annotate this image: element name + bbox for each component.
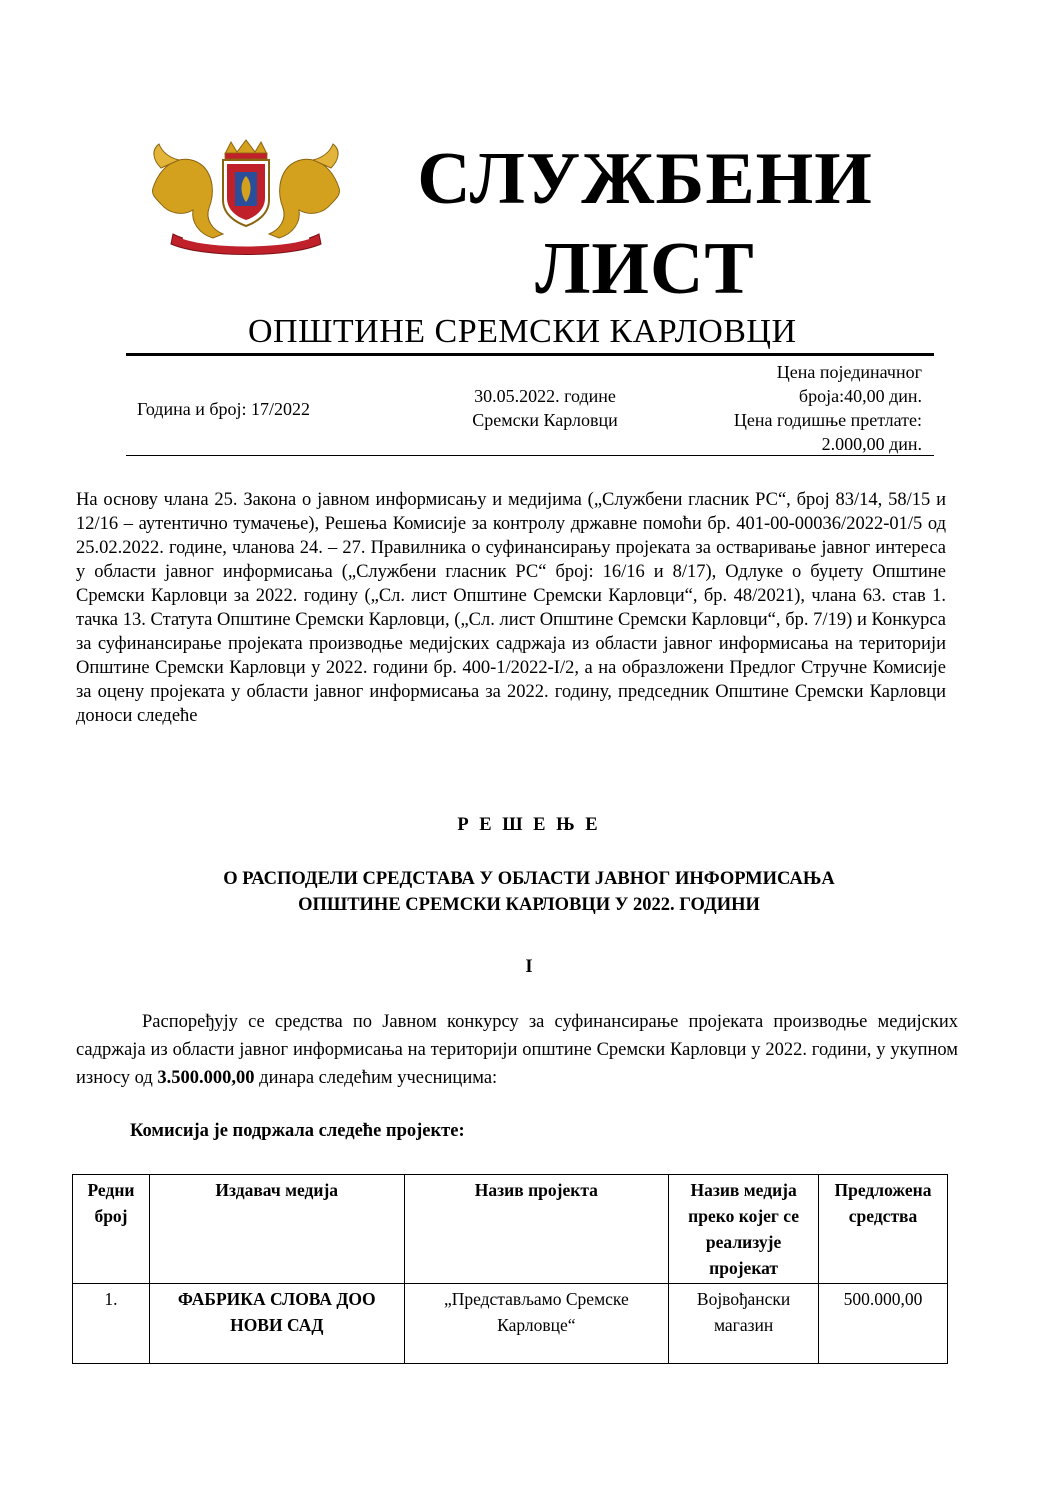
masthead-rule-bottom [126,455,934,456]
year-issue: Година и број: 17/2022 [137,399,311,419]
coat-of-arms-icon [143,138,349,256]
masthead-rule-top [126,353,934,356]
projects-table [72,1174,948,1364]
issue-date: 30.05.2022. године [474,386,616,406]
decision-heading: Р Е Ш Е Њ Е [457,815,601,835]
masthead-title-line1: СЛУЖБЕНИ [417,138,873,220]
decision-title-line2: ОПШТИНЕ СРЕМСКИ КАРЛОВЦИ У 2022. ГОДИНИ [298,895,760,915]
cell-medium: Војвођански магазин [669,1284,819,1364]
masthead-subtitle: ОПШТИНЕ СРЕМСКИ КАРЛОВЦИ [248,313,797,350]
table-row [73,1284,948,1364]
allocation-text-after: динара следећим учесницима: [254,1068,498,1088]
allocation-amount: 3.500.000,00 [157,1068,255,1088]
header-no: Редни број [73,1175,150,1284]
header-amount: Предложена средства [819,1175,948,1284]
cell-no: 1. [73,1284,150,1364]
issue-date-place [440,384,650,432]
price-annual-line1: Цена годишње претлате: [733,410,922,430]
price-single-line1: Цена појединачног [776,362,922,382]
decision-title-line1: О РАСПОДЕЛИ СРЕДСТАВА У ОБЛАСТИ ЈАВНОГ ИНФОРМИСАЊА [223,869,835,889]
header-publisher: Издавач медија [149,1175,404,1284]
supported-projects-heading: Комисија је подржала следеће пројекте: [130,1121,465,1141]
decision-title [0,866,1058,918]
issue-place: Сремски Карловци [472,410,618,430]
price-annual-line2: 2.000,00 дин. [821,434,922,454]
header-project: Назив пројекта [404,1175,669,1284]
cell-publisher: ФАБРИКА СЛОВА ДОО НОВИ САД [149,1284,404,1364]
price-info [680,360,922,456]
allocation-text-before: Распоређују се средства по Јавном конкурсу за суфинансирање пројеката производње медијских садржаја из области јавног информисања на територији општине Сремски Карловци у 2022. години, у укупном износу од [76,1012,958,1088]
cell-project: „Представљамо Сремске Карловце“ [404,1284,669,1364]
cell-amount: 500.000,00 [819,1284,948,1364]
price-single-line2: броја:40,00 дин. [798,386,922,406]
table-header-row [73,1175,948,1284]
header-medium: Назив медија преко којег се реализује пројекат [669,1175,819,1284]
coat-of-arms [143,138,349,256]
allocation-paragraph [76,1008,958,1092]
section-numeral: I [525,957,533,977]
preamble-paragraph: На основу члана 25. Закона о јавном информисању и медијима („Службени гласник РС“, број 83/14, 58/15 и 12/16 – аутентично тумачење), Решења Комисије за контролу државне помоћи бр. 401-00-00036/2022-01/5 од 25.02.2022. године, чланова 24. – 27. Правилника о суфинансирању пројеката за остваривање јавног интереса у области јавног информисања („Службени гласник РС“ број: 16/16 и 8/17), Одлуке о буџету Општине Сремски Карловци за 2022. годину („Сл. лист Општине Сремски Карловци“, бр. 48/2021), члана 63. став 1. тачка 13. Статута Општине Сремски Карловци, („Сл. лист Општине Сремски Карловци“, бр. 7/19) и Конкурса за суфинансирање пројеката производње медијских садржаја из области јавног информисања на територији Општине Сремски Карловци у 2022. години бр. 400-1/2022-I/2, а на образложени Предлог Стручне Комисије за оцену пројеката у области јавног информисања за 2022. годину, председник Општине Сремски Карловци доноси следеће [76,490,946,726]
masthead-title-line2: ЛИСТ [535,228,755,310]
